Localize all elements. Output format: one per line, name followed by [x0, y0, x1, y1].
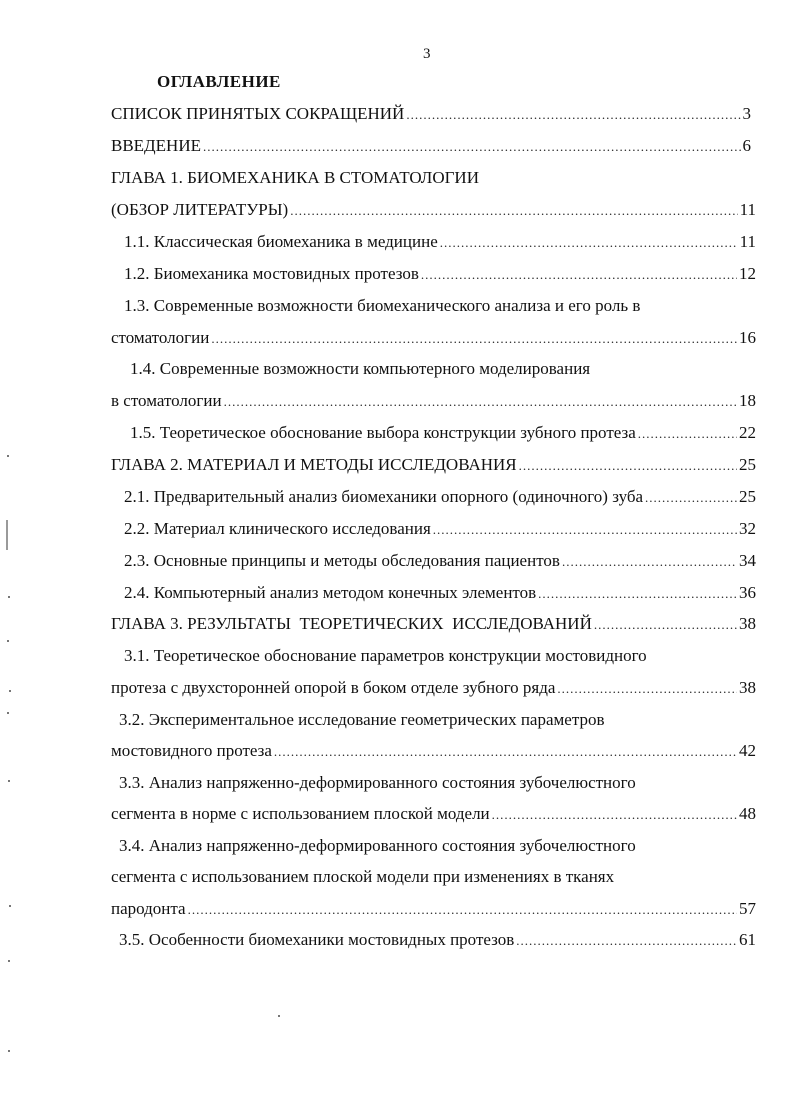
dot-leader [188, 899, 737, 921]
toc-entry-page: 61 [739, 930, 756, 949]
toc-entry-label: в стоматологии [111, 391, 222, 410]
toc-entry-chapter-1-cont[interactable] [111, 199, 756, 221]
dot-leader [433, 519, 737, 541]
dot-leader [203, 136, 741, 158]
dot-leader [492, 804, 737, 826]
scan-artifact [7, 640, 9, 642]
toc-entry-3-1-cont[interactable] [111, 677, 756, 699]
toc-entry-label: 3.5. Особенности биомеханики мостовидных протезов [119, 930, 515, 949]
toc-entry-2-4[interactable] [124, 582, 756, 604]
toc-entry-1-1[interactable] [124, 231, 756, 253]
dot-leader [440, 232, 738, 254]
dot-leader [516, 930, 737, 952]
toc-entry-1-4[interactable] [130, 358, 590, 380]
toc-entry-label: мостовидного протеза [111, 741, 272, 760]
toc-entry-page: 42 [739, 741, 756, 760]
toc-entry-label: ГЛАВА 2. МАТЕРИАЛ И МЕТОДЫ ИССЛЕДОВАНИЯ [111, 455, 517, 474]
toc-entry-label: ГЛАВА 3. РЕЗУЛЬТАТЫ ТЕОРЕТИЧЕСКИХ ИССЛЕДОВАНИЙ [111, 614, 592, 633]
toc-entry-label: 2.3. Основные принципы и методы обследования пациентов [124, 551, 560, 570]
toc-entry-label: 2.4. Компьютерный анализ методом конечных элементов [124, 583, 537, 602]
dot-leader [274, 741, 737, 763]
toc-entry-page: 18 [739, 391, 756, 410]
scan-artifact [8, 1050, 10, 1052]
toc-entry-page: 36 [739, 583, 756, 602]
toc-entry-3-3[interactable] [119, 772, 636, 794]
toc-entry-3-2-cont[interactable] [111, 740, 756, 762]
dot-leader [421, 264, 737, 286]
toc-entry-chapter-1[interactable] [111, 167, 479, 189]
page-number: 3 [423, 46, 431, 62]
scan-artifact [8, 960, 10, 962]
toc-entry-page: 25 [739, 455, 756, 474]
toc-entry-1-3-cont[interactable] [111, 327, 756, 349]
toc-entry-label: (ОБЗОР ЛИТЕРАТУРЫ) [111, 200, 289, 219]
toc-entry-page: 11 [739, 232, 756, 251]
toc-entry-3-2[interactable] [119, 709, 604, 731]
toc-entry-page: 25 [739, 487, 756, 506]
toc-entry-3-4[interactable] [119, 835, 636, 857]
toc-title: ОГЛАВЛЕНИЕ [157, 72, 281, 91]
toc-entry-label: 1.4. Современные возможности компьютерного моделирования [130, 359, 591, 378]
toc-entry-2-2[interactable] [124, 518, 756, 540]
toc-entry-page: 6 [742, 136, 751, 155]
toc-entry-introduction[interactable] [111, 135, 751, 157]
toc-entry-label: 3.1. Теоретическое обоснование параметров конструкции мостовидного [124, 646, 647, 665]
scan-artifact [8, 596, 10, 598]
toc-entry-page: 16 [739, 328, 756, 347]
scan-artifact [7, 455, 9, 457]
dot-leader [638, 423, 737, 445]
toc-entry-label: 3.4. Анализ напряженно-деформированного состояния зубочелюстного [119, 836, 636, 855]
toc-entry-label: 2.1. Предварительный анализ биомеханики опорного (одиночного) зуба [124, 487, 644, 506]
scan-artifact [9, 905, 11, 907]
toc-entry-label: 2.2. Материал клинического исследования [124, 519, 431, 538]
toc-entry-1-3[interactable] [124, 295, 640, 317]
scan-artifact [6, 520, 8, 550]
toc-entry-3-5[interactable] [119, 929, 756, 951]
toc-entry-page: 11 [739, 200, 756, 219]
toc-entry-3-4-cont2[interactable] [111, 898, 756, 920]
toc-entry-chapter-3[interactable] [111, 613, 756, 635]
toc-entry-label: 1.2. Биомеханика мостовидных протезов [124, 264, 419, 283]
toc-entry-label: 3.2. Экспериментальное исследование геометрических параметров [119, 710, 605, 729]
scan-artifact [278, 1015, 280, 1017]
toc-entry-label: стоматологии [111, 328, 210, 347]
dot-leader [224, 391, 737, 413]
toc-entry-3-3-cont[interactable] [111, 803, 756, 825]
toc-entry-1-2[interactable] [124, 263, 756, 285]
toc-entry-3-1[interactable] [124, 645, 647, 667]
toc-entry-label: протеза с двухсторонней опорой в боком отделе зубного ряда [111, 678, 556, 697]
dot-leader [645, 487, 737, 509]
dot-leader [406, 104, 740, 126]
toc-entry-1-4-cont[interactable] [111, 390, 756, 412]
toc-entry-label: 1.1. Классическая биомеханика в медицине [124, 232, 438, 251]
scan-artifact [7, 712, 9, 714]
toc-entry-label: 1.3. Современные возможности биомеханического анализа и его роль в [124, 296, 641, 315]
toc-entry-page: 48 [739, 804, 756, 823]
toc-entry-label: ГЛАВА 1. БИОМЕХАНИКА В СТОМАТОЛОГИИ [111, 168, 479, 187]
toc-entry-page: 57 [739, 899, 756, 918]
scan-artifact [9, 690, 11, 692]
toc-entry-label: СПИСОК ПРИНЯТЫХ СОКРАЩЕНИЙ [111, 104, 405, 123]
dot-leader [562, 551, 737, 573]
toc-entry-label: сегмента в норме с использованием плоской модели [111, 804, 490, 823]
toc-entry-2-1[interactable] [124, 486, 756, 508]
toc-entry-page: 38 [739, 614, 756, 633]
toc-entry-page: 34 [739, 551, 756, 570]
dot-leader [594, 614, 737, 636]
toc-entry-page: 12 [739, 264, 756, 283]
toc-entry-label: ВВЕДЕНИЕ [111, 136, 201, 155]
toc-entry-page: 32 [739, 519, 756, 538]
dot-leader [519, 455, 737, 477]
toc-entry-page: 38 [739, 678, 756, 697]
toc-entry-chapter-2[interactable] [111, 454, 756, 476]
toc-entry-abbreviations[interactable] [111, 103, 751, 125]
toc-entry-page: 22 [739, 423, 756, 442]
dot-leader [211, 328, 737, 350]
dot-leader [538, 583, 737, 605]
toc-entry-page: 3 [742, 104, 751, 123]
toc-entry-2-3[interactable] [124, 550, 756, 572]
toc-entry-3-4-cont[interactable] [111, 866, 614, 888]
dot-leader [290, 200, 737, 222]
scan-artifact [8, 780, 10, 782]
toc-entry-1-5[interactable] [130, 422, 756, 444]
toc-entry-label: 3.3. Анализ напряженно-деформированного состояния зубочелюстного [119, 773, 636, 792]
toc-entry-label: сегмента с использованием плоской модели при изменениях в тканях [111, 867, 615, 886]
toc-entry-label: 1.5. Теоретическое обоснование выбора конструкции зубного протеза [130, 423, 636, 442]
dot-leader [557, 678, 737, 700]
toc-entry-label: пародонта [111, 899, 186, 918]
